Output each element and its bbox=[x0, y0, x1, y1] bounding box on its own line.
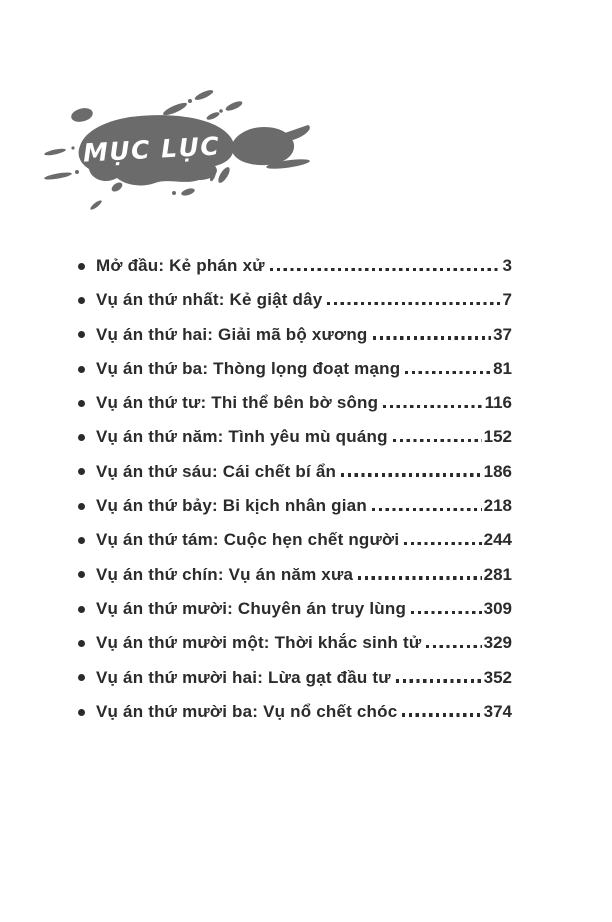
bullet-icon bbox=[78, 709, 85, 716]
toc-item-page: 244 bbox=[483, 530, 512, 550]
dot-leader bbox=[358, 576, 482, 579]
dot-leader bbox=[327, 302, 500, 305]
toc-item-title: Vụ án thứ mười ba: Vụ nổ chết chóc bbox=[96, 701, 398, 721]
toc-item-page: 186 bbox=[483, 461, 512, 481]
toc-item bbox=[78, 249, 512, 283]
bullet-icon bbox=[78, 366, 85, 373]
toc-item bbox=[78, 661, 512, 695]
bullet-icon bbox=[78, 400, 85, 407]
dot-leader bbox=[270, 268, 501, 271]
dot-leader bbox=[393, 439, 482, 442]
toc-item-page: 374 bbox=[483, 701, 512, 721]
toc-item-page: 309 bbox=[483, 598, 512, 618]
toc-item-title: Vụ án thứ chín: Vụ án năm xưa bbox=[96, 564, 354, 584]
dot-leader bbox=[402, 713, 481, 716]
bullet-icon bbox=[78, 331, 85, 338]
dot-leader bbox=[383, 405, 482, 408]
toc-item-page: 218 bbox=[483, 496, 512, 516]
toc-item-page: 37 bbox=[493, 324, 512, 344]
toc-item bbox=[78, 523, 512, 557]
toc-item bbox=[78, 386, 512, 420]
dot-leader bbox=[341, 473, 482, 476]
bullet-icon bbox=[78, 537, 85, 544]
bullet-icon bbox=[78, 434, 85, 441]
toc-list bbox=[78, 249, 512, 729]
toc-item-title: Vụ án thứ ba: Thòng lọng đoạt mạng bbox=[96, 358, 401, 378]
toc-item bbox=[78, 592, 512, 626]
dot-leader bbox=[396, 679, 482, 682]
toc-item bbox=[78, 420, 512, 454]
dot-leader bbox=[404, 542, 481, 545]
dot-leader bbox=[426, 645, 481, 648]
page-title: MỤC LỤC bbox=[82, 131, 221, 168]
toc-item bbox=[78, 352, 512, 386]
ink-splash-graphic bbox=[36, 90, 316, 220]
dot-leader bbox=[405, 371, 491, 374]
toc-item-title: Vụ án thứ tư: Thi thể bên bờ sông bbox=[96, 393, 379, 413]
bullet-icon bbox=[78, 571, 85, 578]
toc-item-page: 352 bbox=[483, 667, 512, 687]
toc-item-page: 116 bbox=[484, 393, 512, 413]
toc-item-title: Vụ án thứ sáu: Cái chết bí ẩn bbox=[96, 461, 337, 481]
dot-leader bbox=[411, 611, 482, 614]
toc-item bbox=[78, 455, 512, 489]
toc-item bbox=[78, 695, 512, 729]
toc-item-title: Vụ án thứ mười: Chuyên án truy lùng bbox=[96, 598, 407, 618]
toc-item-title: Vụ án thứ mười một: Thời khắc sinh tử bbox=[96, 633, 422, 653]
toc-item-page: 7 bbox=[502, 290, 512, 310]
bullet-icon bbox=[78, 640, 85, 647]
toc-item-page: 152 bbox=[483, 427, 512, 447]
bullet-icon bbox=[78, 263, 85, 270]
toc-item-title: Vụ án thứ tám: Cuộc hẹn chết người bbox=[96, 530, 400, 550]
toc-item-title: Vụ án thứ bảy: Bi kịch nhân gian bbox=[96, 496, 367, 516]
toc-item-title: Vụ án thứ hai: Giải mã bộ xương bbox=[96, 324, 368, 344]
toc-item-title: Vụ án thứ năm: Tình yêu mù quáng bbox=[96, 427, 388, 447]
toc-item-title: Vụ án thứ nhất: Kẻ giật dây bbox=[96, 290, 323, 310]
bullet-icon bbox=[78, 468, 85, 475]
ink-splash-icon bbox=[36, 90, 316, 220]
toc-item-title: Mở đầu: Kẻ phán xử bbox=[96, 256, 265, 275]
bullet-icon bbox=[78, 606, 85, 613]
dot-leader bbox=[372, 508, 482, 511]
bullet-icon bbox=[78, 674, 85, 681]
toc-item bbox=[78, 489, 512, 523]
toc-item-page: 281 bbox=[483, 564, 512, 584]
bullet-icon bbox=[78, 297, 85, 304]
toc-item-page: 329 bbox=[483, 633, 512, 653]
dot-leader bbox=[373, 336, 492, 339]
toc-item bbox=[78, 318, 512, 352]
toc-item bbox=[78, 626, 512, 660]
toc-item bbox=[78, 283, 512, 317]
toc-item-title: Vụ án thứ mười hai: Lừa gạt đầu tư bbox=[96, 667, 391, 687]
toc-item bbox=[78, 558, 512, 592]
toc-item-page: 3 bbox=[502, 256, 512, 275]
toc-item-page: 81 bbox=[493, 358, 512, 378]
bullet-icon bbox=[78, 503, 85, 510]
